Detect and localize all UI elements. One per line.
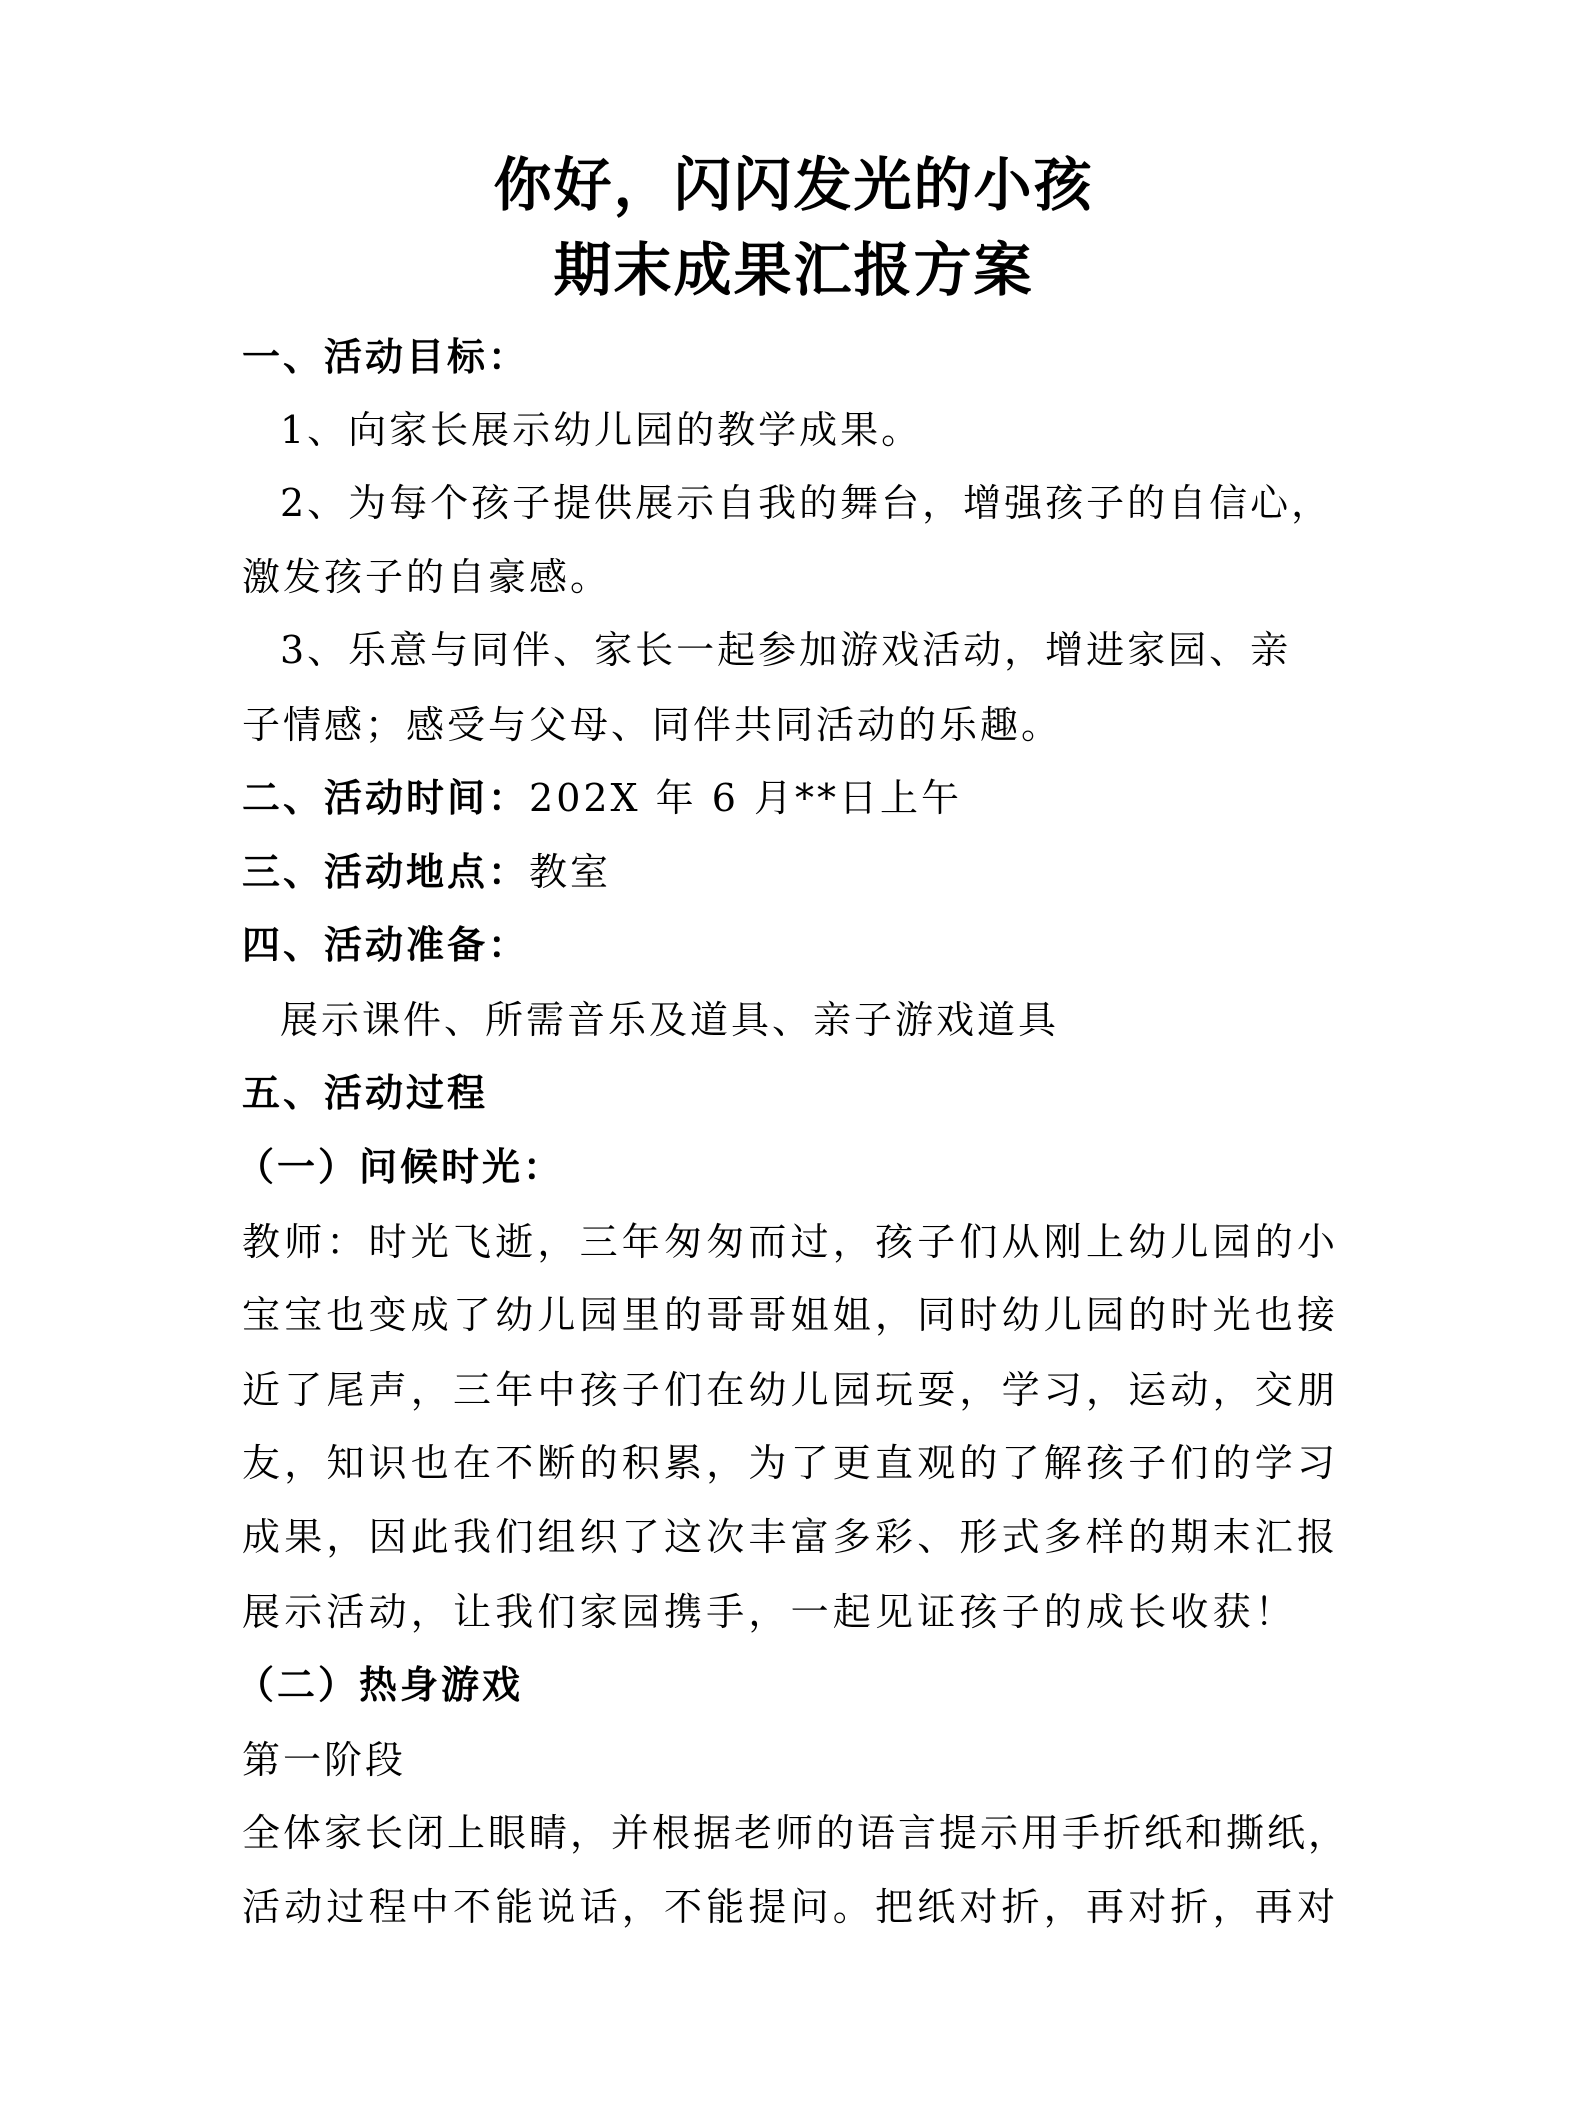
part1-line-1: 教师：时光飞逝，三年匆匆而过，孩子们从刚上幼儿园的小 bbox=[242, 1220, 1340, 1264]
part2-line-2: 活动过程中不能说话，不能提问。把纸对折，再对折，再对 bbox=[242, 1885, 1340, 1929]
section-prep-value: 展示课件、所需音乐及道具、亲子游戏道具 bbox=[280, 998, 1060, 1042]
part1-line-5: 成果，因此我们组织了这次丰富多彩、形式多样的期末汇报 bbox=[242, 1515, 1340, 1559]
part2-line-1: 全体家长闭上眼睛，并根据老师的语言提示用手折纸和撕纸， bbox=[242, 1811, 1350, 1855]
goal-item-1: 1、向家长展示幼儿园的教学成果。 bbox=[280, 408, 923, 452]
part1-line-6: 展示活动，让我们家园携手，一起见证孩子的成长收获！ bbox=[242, 1590, 1298, 1634]
title-line-2: 期末成果汇报方案 bbox=[553, 236, 1034, 304]
section-place-heading: 三、活动地点： bbox=[242, 849, 530, 894]
section-time-value: 202X 年 6 月**日上午 bbox=[529, 776, 963, 820]
section-time-heading: 二、活动时间： bbox=[242, 775, 530, 820]
goal-item-3: 3、乐意与同伴、家长一起参加游戏活动，增进家园、亲 bbox=[280, 628, 1292, 672]
section-process-heading: 五、活动过程 bbox=[242, 1070, 489, 1115]
part2-heading: （二）热身游戏 bbox=[236, 1662, 524, 1707]
goal-item-2: 2、为每个孩子提供展示自我的舞台，增强孩子的自信心， bbox=[280, 481, 1333, 525]
part1-heading: （一）问候时光： bbox=[236, 1144, 565, 1189]
section-place bbox=[242, 847, 1352, 897]
section-place-value: 教室 bbox=[529, 850, 612, 894]
goal-item-2-cont: 激发孩子的自豪感。 bbox=[242, 555, 612, 599]
part1-line-2: 宝宝也变成了幼儿园里的哥哥姐姐，同时幼儿园的时光也接 bbox=[242, 1293, 1340, 1337]
title-line-1: 你好，闪闪发光的小孩 bbox=[493, 151, 1094, 219]
part1-line-3: 近了尾声，三年中孩子们在幼儿园玩耍，学习，运动，交朋 bbox=[242, 1368, 1340, 1412]
section-goals-heading: 一、活动目标： bbox=[242, 334, 530, 379]
section-prep-heading: 四、活动准备： bbox=[242, 922, 530, 967]
part2-stage: 第一阶段 bbox=[242, 1738, 407, 1782]
section-time bbox=[242, 773, 1352, 823]
goal-item-3-cont: 子情感；感受与父母、同伴共同活动的乐趣。 bbox=[242, 703, 1063, 747]
part1-line-4: 友，知识也在不断的积累，为了更直观的了解孩子们的学习 bbox=[242, 1441, 1340, 1485]
